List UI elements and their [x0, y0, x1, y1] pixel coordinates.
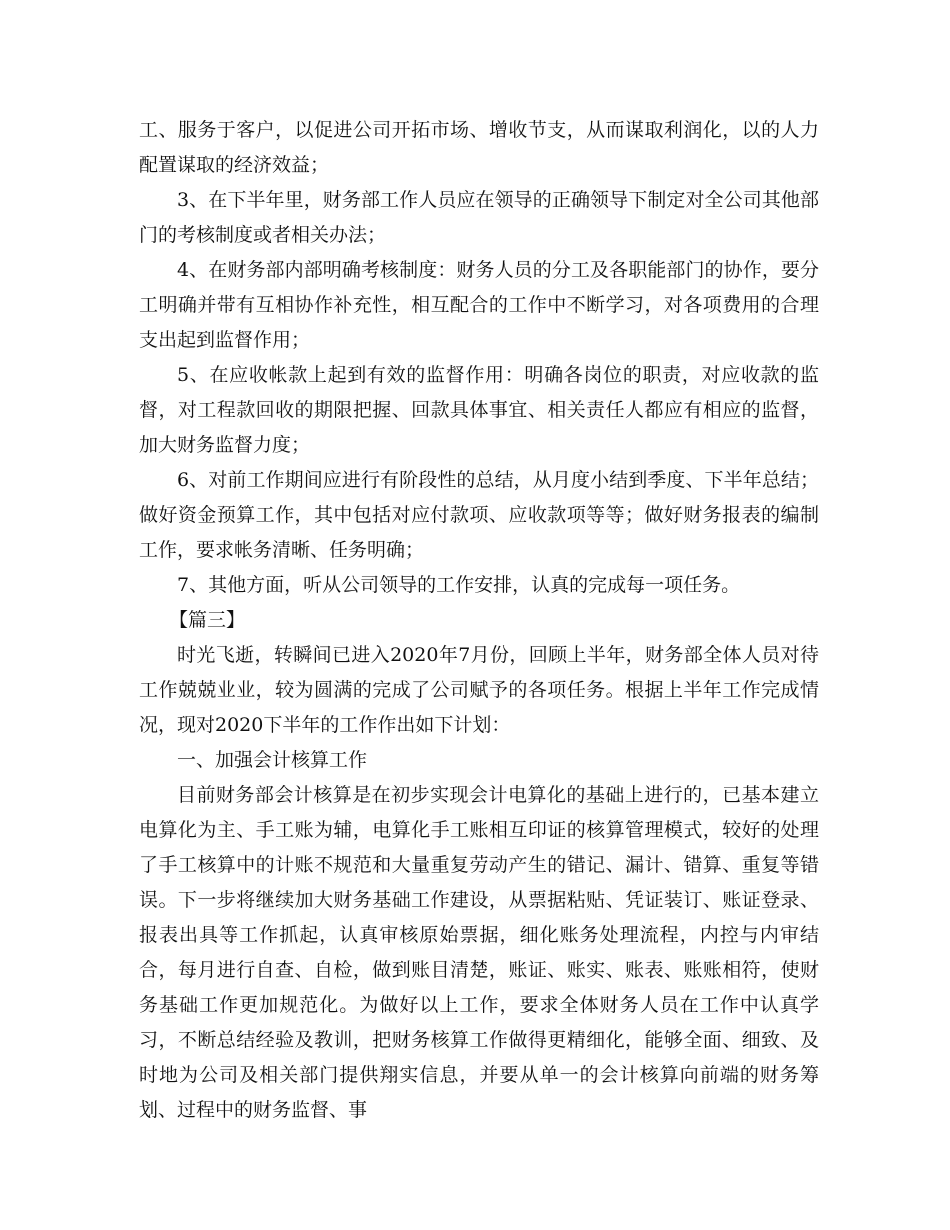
section-heading-part3: 【篇三】	[169, 609, 246, 631]
paragraph-item-7: 7、其他方面，听从公司领导的工作安排，认真的完成每一项任务。	[177, 574, 741, 596]
paragraph-item-6: 6、对前工作期间应进行有阶段性的总结，从月度小结到季度、下半年总结；做好资金预算工作，其中包括对应付款项、应收款项等等；做好财务报表的编制工作，要求帐务清晰、任务明确；	[139, 469, 819, 561]
paragraph-continuation: 工、服务于客户，以促进公司开拓市场、增收节支，从而谋取利润化，以的人力配置谋取的经济效益；	[139, 119, 819, 176]
document-body	[139, 113, 819, 1128]
paragraph-item-3: 3、在下半年里，财务部工作人员应在领导的正确领导下制定对全公司其他部门的考核制度或者相关办法；	[139, 189, 819, 246]
paragraph-accounting-body: 目前财务部会计核算是在初步实现会计电算化的基础上进行的，已基本建立电算化为主、手工账为辅，电算化手工账相互印证的核算管理模式，较好的处理了手工核算中的计账不规范和大量重复劳动产生的错记、漏计、错算、重复等错误。下一步将继续加大财务基础工作建设，从票据粘贴、凭证装订、账证登录、报表出具等工作抓起，认真审核原始票据，细化账务处理流程，内控与内审结合，每月进行自查、自检，做到账目清楚，账证、账实、账表、账账相符，使财务基础工作更加规范化。为做好以上工作，要求全体财务人员在工作中认真学习，不断总结经验及教训，把财务核算工作做得更精细化，能够全面、细致、及时地为公司及相关部门提供翔实信息，并要从单一的会计核算向前端的财务筹划、过程中的财务监督、事	[139, 784, 819, 1121]
subheading-accounting: 一、加强会计核算工作	[177, 749, 368, 771]
paragraph-item-5: 5、在应收帐款上起到有效的监督作用：明确各岗位的职责，对应收款的监督，对工程款回收的期限把握、回款具体事宜、相关责任人都应有相应的监督，加大财务监督力度；	[139, 364, 819, 456]
paragraph-item-4: 4、在财务部内部明确考核制度：财务人员的分工及各职能部门的协作，要分工明确并带有互相协作补充性，相互配合的工作中不断学习，对各项费用的合理支出起到监督作用；	[139, 259, 819, 351]
paragraph-intro: 时光飞逝，转瞬间已进入2020年7月份，回顾上半年，财务部全体人员对待工作兢兢业业，较为圆满的完成了公司赋予的各项任务。根据上半年工作完成情况，现对2020下半年的工作作出如下计划：	[139, 644, 819, 736]
